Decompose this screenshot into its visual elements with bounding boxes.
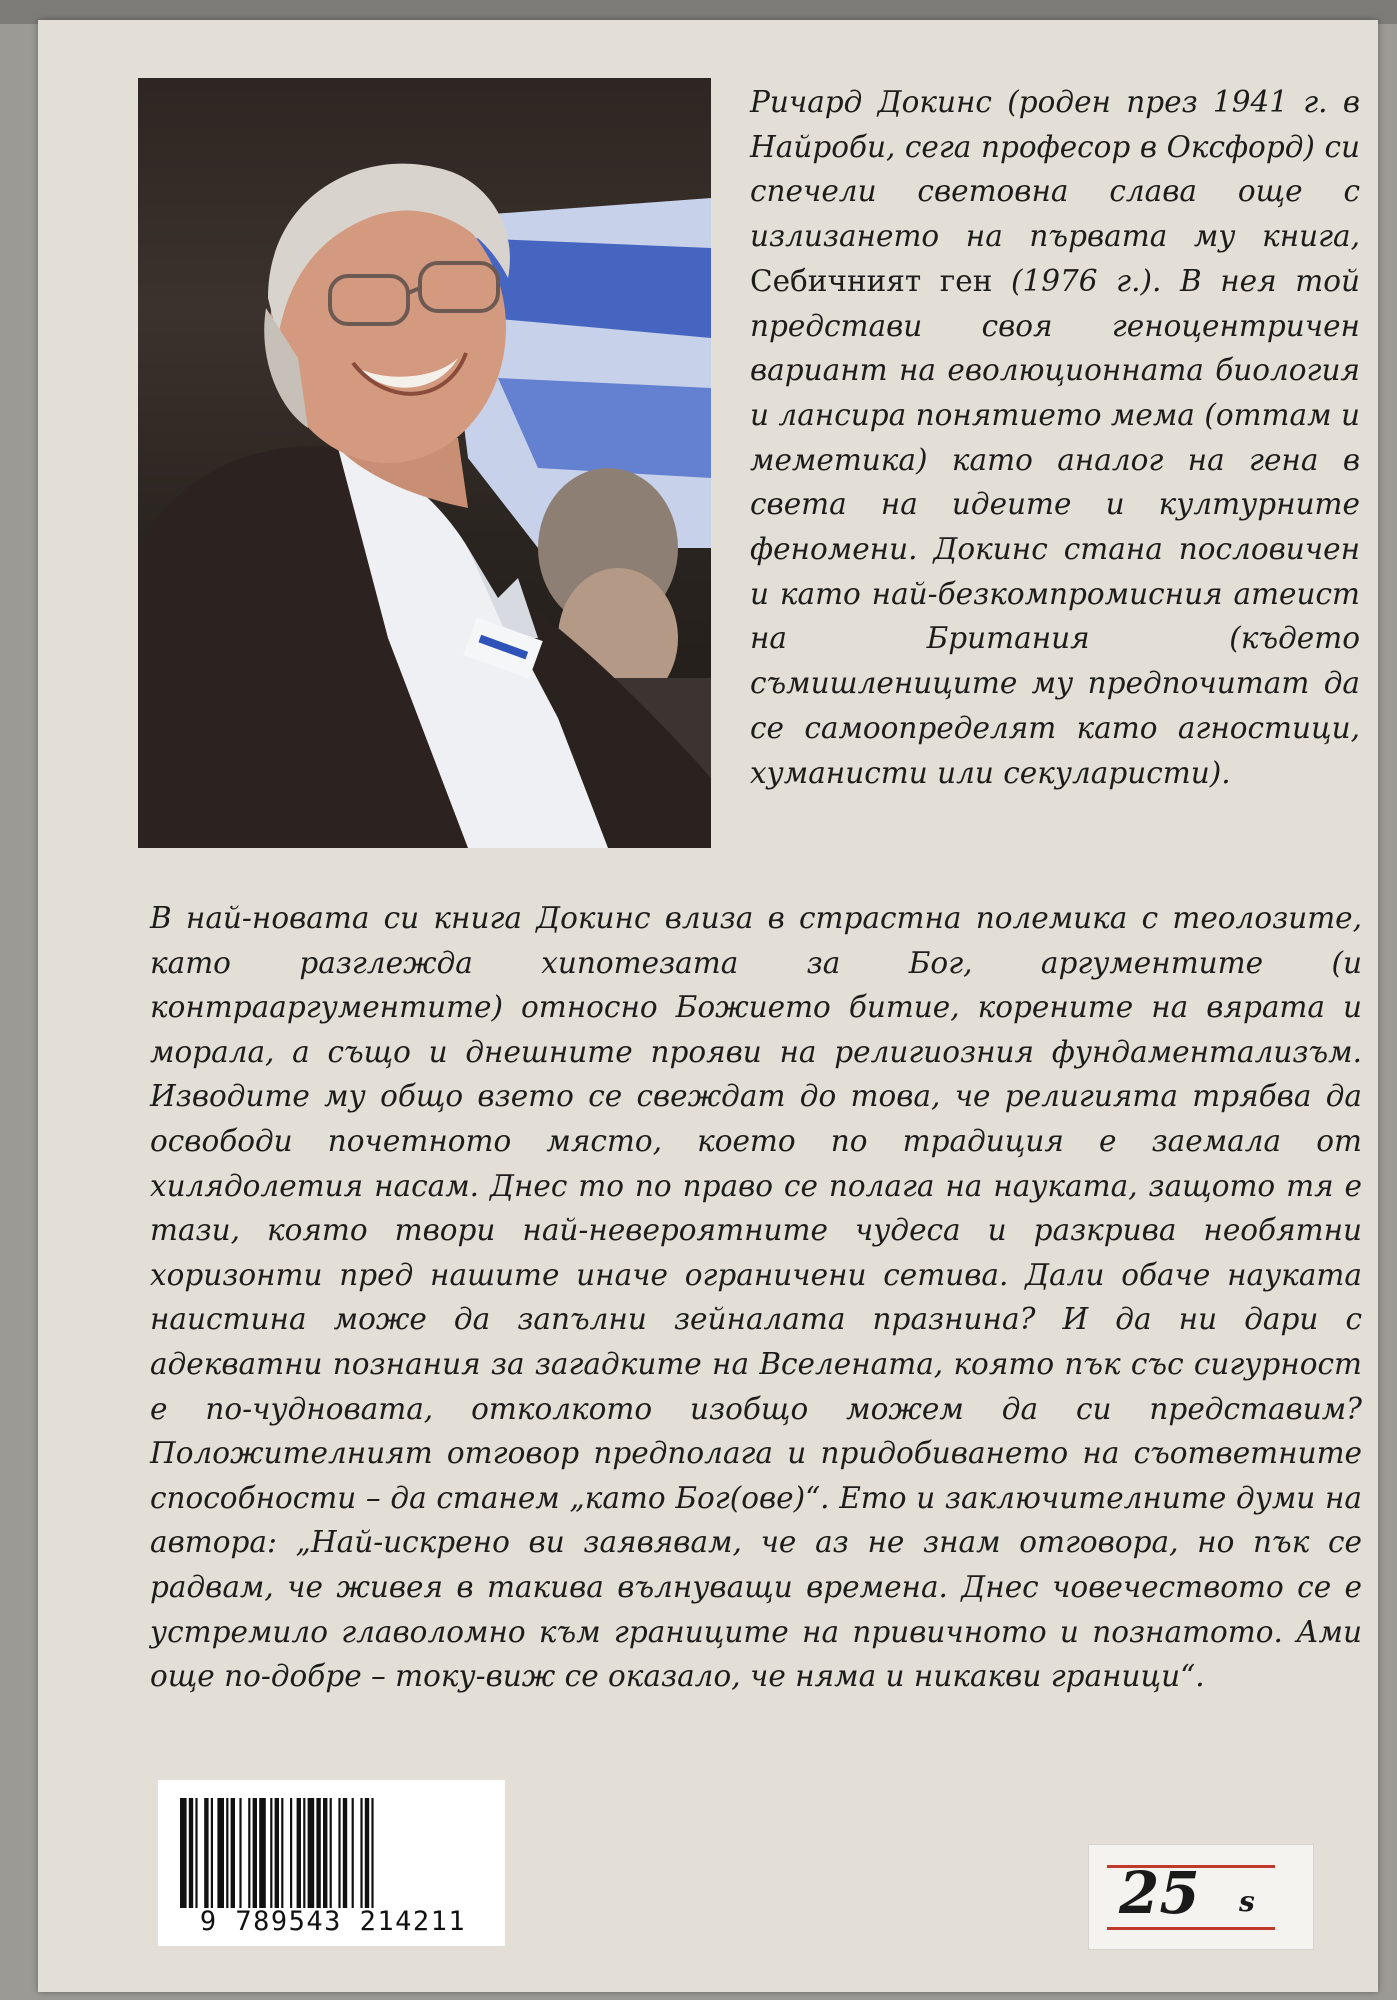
barcode-bar: [195, 1798, 197, 1908]
price-suffix: s: [1239, 1885, 1255, 1918]
barcode-bar: [231, 1798, 235, 1908]
book-back-cover: [38, 20, 1378, 1992]
barcode-bar: [323, 1798, 327, 1908]
barcode-bar: [303, 1798, 305, 1908]
barcode-bar: [211, 1798, 213, 1908]
bio-text-before: Ричард Докинс (роден през 1941 г. в Найроби, сега професор в Оксфорд) си спечели световна слава още с излизането на първата му книга,: [750, 85, 1360, 254]
barcode-bar: [248, 1798, 250, 1908]
barcode: [158, 1780, 505, 1946]
barcode-bar: [180, 1798, 187, 1908]
barcode-bar: [338, 1798, 340, 1908]
barcode-bar: [316, 1798, 320, 1908]
barcode-bar: [217, 1798, 224, 1908]
barcode-bar: [239, 1798, 241, 1908]
bio-text-after: (1976 г.). В нея той представи своя геноцентричен вариант на еволюционната биология и лансира понятието мема (оттам и меметика) като аналог на гена в света на идеите и културните феномени. Докинс стана пословичен и като най-безкомпромисния атеист на Британия (където съмишлениците му предпочитат да се самоопределят като агностици, хуманисти или секуларисти).: [750, 263, 1360, 790]
barcode-bar: [297, 1798, 301, 1908]
barcode-bar: [343, 1798, 347, 1908]
barcode-bar: [270, 1798, 272, 1908]
author-photo: [138, 78, 711, 848]
author-biography: [750, 80, 1360, 795]
isbn-number: 9 789543 214211: [199, 1906, 467, 1937]
barcode-bar: [330, 1798, 332, 1908]
barcode-bars: [180, 1798, 480, 1908]
barcode-bar: [275, 1798, 279, 1908]
book-title: Себичният ген: [750, 263, 993, 298]
barcode-bar: [204, 1798, 208, 1908]
price-strike-bottom: [1107, 1927, 1275, 1930]
barcode-bar: [189, 1798, 193, 1908]
barcode-bar: [253, 1798, 257, 1908]
barcode-bar: [308, 1798, 315, 1908]
barcode-bar: [226, 1798, 228, 1908]
barcode-bar: [281, 1798, 283, 1908]
barcode-bar: [259, 1798, 266, 1908]
barcode-bar: [352, 1798, 354, 1908]
book-description: В най-новата си книга Докинс влиза в страстна полемика с теолозите, като разглежда хипотезата за Бог, аргументите (и контрааргументите) относно Божието битие, корените на вярата и морала, а също и днешните прояви на религиозния фундаментализъм. Изводите му общо взето се свеждат до това, че религията трябва да освободи почетното място, което по традиция е заемала от хилядолетия насам. Днес то по право се полага на науката, защото тя е тази, която твори най-невероятните чудеса и разкрива необятни хоризонти пред нашите иначе ограничени сетива. Дали обаче науката наистина може да запълни зейналата празнина? И да ни дари с адекватни познания за загадките на Вселената, която пък със сигурност е по-чудновата, отколкото изобщо можем да си представим? Положителният отговор предполага и придобиването на съответните способности – да станем „като Бог(ове)“. Ето и заключителните думи на автора: „Най-искрено ви заявявам, че аз не знам отговора, но пък се радвам, че живея в такива вълнуващи времена. Днес човечеството се е устремило главоломно към границите на привичното и познатото. Ами още по-добре – току-виж се оказало, че няма и никакви граници“.: [150, 901, 1362, 1694]
price-sticker: [1088, 1844, 1314, 1950]
barcode-bar: [360, 1798, 362, 1908]
price-value: 25: [1119, 1859, 1200, 1927]
barcode-bar: [365, 1798, 369, 1908]
barcode-bar: [290, 1798, 292, 1908]
barcode-bar: [371, 1798, 373, 1908]
